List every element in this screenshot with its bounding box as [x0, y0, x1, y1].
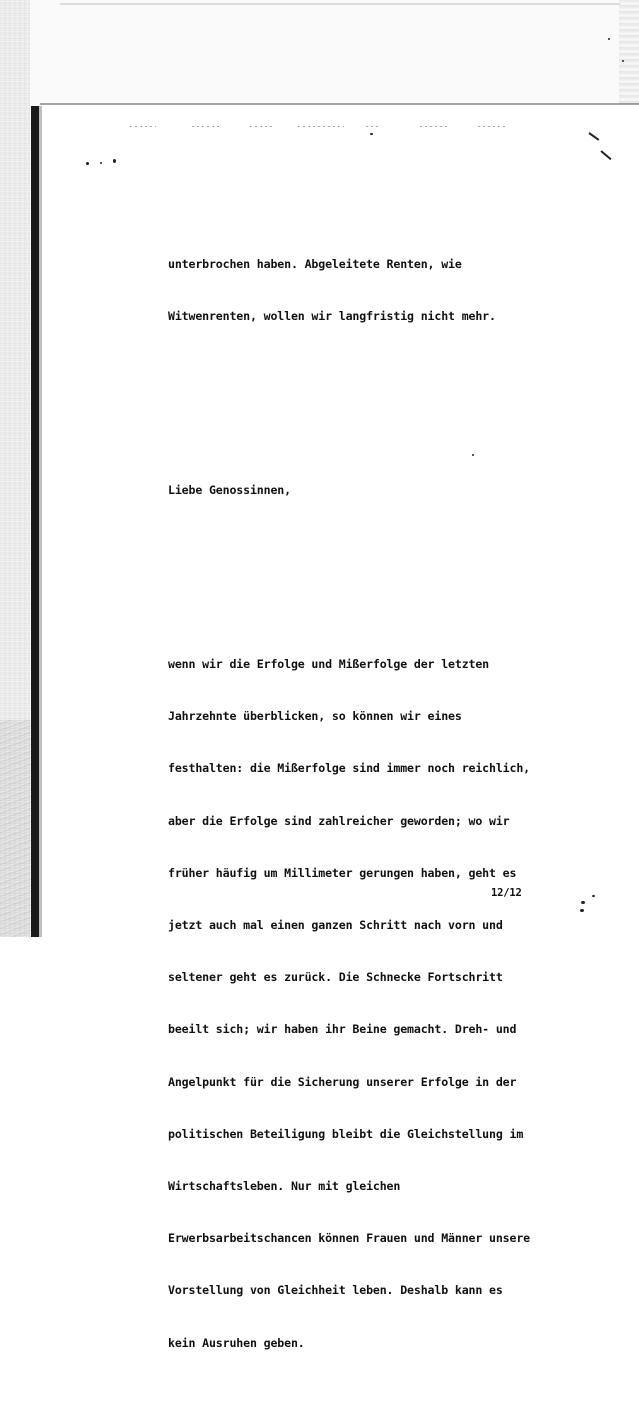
back-page-edge: [60, 3, 620, 5]
text-line: seltener geht es zurück. Die Schnecke Fortschritt: [168, 970, 503, 985]
header-residue: [192, 126, 222, 127]
paragraph-1: [168, 221, 568, 360]
salutation-text: Liebe Genossinnen,: [168, 482, 291, 497]
scan-speck: [608, 38, 610, 40]
salutation: [168, 447, 568, 534]
text-line: beeilt sich; wir haben ihr Beine gemacht. Dreh- und: [168, 1022, 517, 1037]
text-line: Vorstellung von Gleichheit leben. Deshalb kann es: [168, 1283, 503, 1298]
text-line: unterbrochen haben. Abgeleitete Renten, wie: [168, 256, 462, 271]
text-line: früher häufig um Millimeter gerungen haben, geht es: [168, 865, 517, 880]
scan-noise-left-lower: [0, 720, 34, 937]
text-line: wenn wir die Erfolge und Mißerfolge der letzten: [168, 656, 490, 671]
header-residue: [250, 126, 272, 127]
scan-speck: [580, 909, 584, 912]
text-line: Jahrzehnte überblicken, so können wir eines: [168, 709, 462, 724]
scan-speck: [592, 895, 595, 897]
header-residue: [420, 126, 448, 127]
header-residue: [298, 126, 344, 127]
page-top-edge: [40, 103, 639, 105]
letter-body: [168, 186, 568, 1404]
text-line: aber die Erfolge sind zahlreicher geworden; wo wir: [168, 813, 510, 828]
scan-speck: [370, 133, 373, 135]
text-line: Witwenrenten, wollen wir langfristig nicht mehr.: [168, 308, 496, 323]
text-line: Wirtschaftsleben. Nur mit gleichen: [168, 1178, 401, 1193]
page-left-edge: [31, 106, 39, 937]
scan-speck: [100, 162, 102, 164]
text-line: Erwerbsarbeitschancen können Frauen und Männer unsere: [168, 1231, 530, 1246]
page-number: 12/12: [491, 887, 522, 899]
text-line: kein Ausruhen geben.: [168, 1335, 305, 1350]
scan-speck: [86, 162, 89, 165]
scan-speck: [113, 159, 116, 163]
text-line: jetzt auch mal einen ganzen Schritt nach vorn und: [168, 917, 503, 932]
scan-noise-right: [619, 0, 639, 110]
header-residue: [366, 126, 380, 127]
header-residue: [130, 126, 156, 127]
text-line: festhalten: die Mißerfolge sind immer noch reichlich,: [168, 761, 530, 776]
text-line: Angelpunkt für die Sicherung unserer Erfolge in der: [168, 1074, 517, 1089]
page-left-edge-shadow: [39, 106, 42, 937]
scan-speck: [581, 901, 585, 904]
text-line: politischen Beteiligung bleibt die Gleichstellung im: [168, 1126, 524, 1141]
scan-speck: [622, 60, 624, 62]
paragraph-2: [168, 621, 568, 1387]
header-residue: [478, 126, 508, 127]
